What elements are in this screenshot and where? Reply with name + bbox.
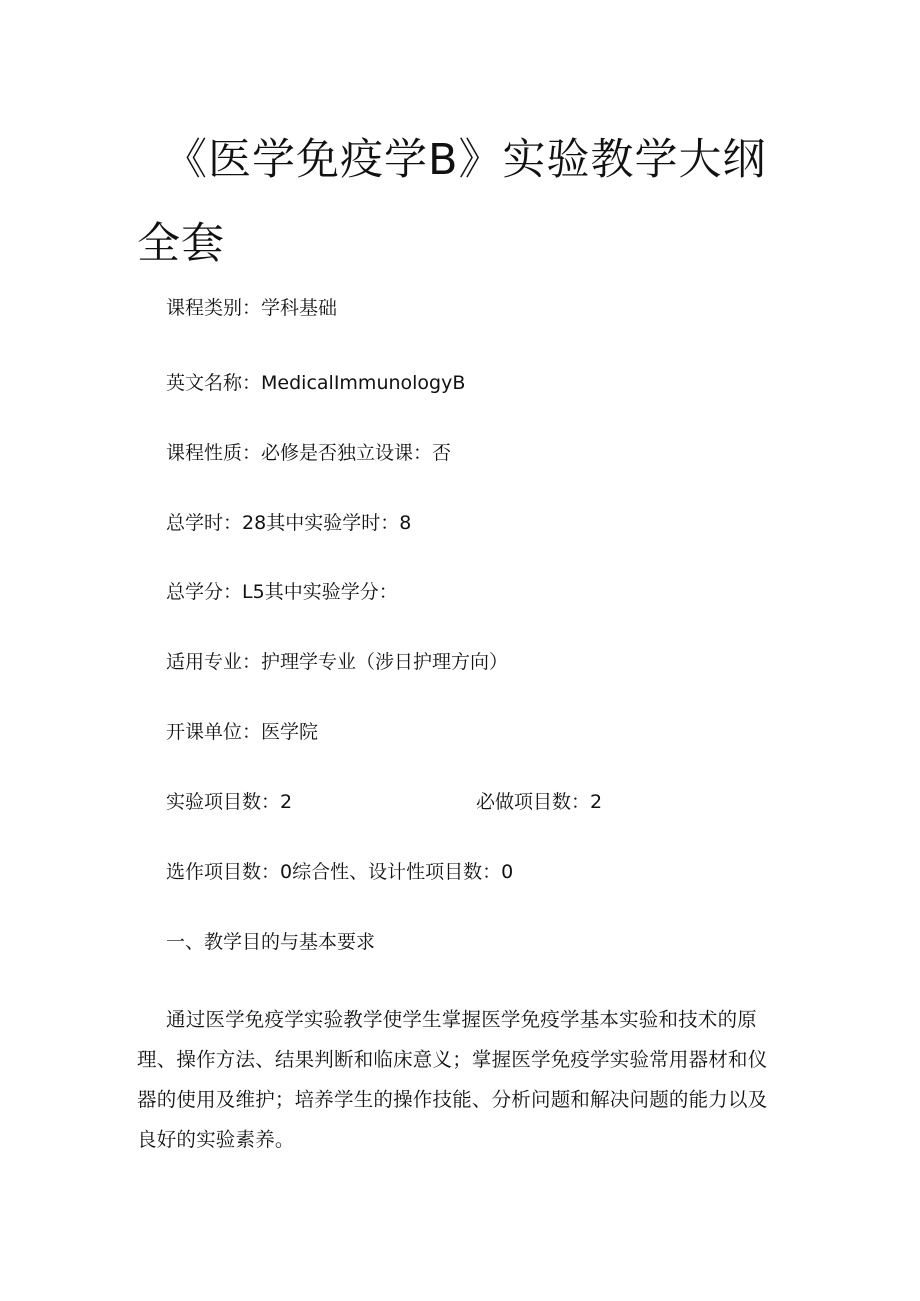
field-label: 英文名称 (166, 372, 243, 394)
field-separator: ： (261, 791, 281, 813)
field-separator: ： (242, 442, 262, 464)
field-label: 实验项目数 (166, 791, 262, 813)
field-course-category (166, 294, 337, 322)
field-label: 课程性质 (166, 442, 243, 464)
field-label: 总学时 (166, 512, 224, 534)
section-paragraph: 通过医学免疫学实验教学使学生掌握医学免疫学基本实验和技术的原理、操作方法、结果判断和临床意义；掌握医学免疫学实验常用器材和仪器的使用及维护；培养学生的操作技能、分析问题和解决问题的能力以及良好的实验素养。 (137, 1008, 768, 1151)
field-experiment-count (166, 788, 292, 816)
field-label: 选作项目数 (166, 861, 262, 883)
field-course-nature (166, 439, 451, 467)
field-value: 2 (280, 791, 293, 813)
field-separator: ： (261, 861, 281, 883)
field-separator: ： (223, 512, 243, 534)
field-separator: ： (242, 372, 262, 394)
field-label: 适用专业 (166, 651, 243, 673)
document-title: 《医学免疫学B》实验教学大纲全套 (137, 135, 767, 269)
field-label: 开课单位 (166, 721, 243, 743)
field-separator: ： (223, 581, 243, 603)
field-label: 总学分 (166, 581, 224, 603)
field-value: 28其中实验学时：8 (242, 512, 412, 534)
field-total-hours (166, 509, 411, 537)
field-value: L5其中实验学分： (242, 581, 398, 603)
field-english-name (166, 369, 465, 397)
field-value: 学科基础 (261, 297, 338, 319)
field-separator: ： (242, 651, 262, 673)
field-separator: ： (242, 297, 262, 319)
field-separator: ： (571, 791, 591, 813)
field-value: MedicalImmunologyB (261, 372, 466, 394)
field-separator: ： (242, 721, 262, 743)
field-label: 课程类别 (166, 297, 243, 319)
field-value: 2 (590, 791, 603, 813)
field-label: 必做项目数 (476, 791, 572, 813)
field-value: 医学院 (261, 721, 319, 743)
field-required-count (476, 788, 602, 816)
field-value: 必修是否独立设课：否 (261, 442, 452, 464)
field-value: 0综合性、设计性项目数：0 (280, 861, 514, 883)
field-total-credits (166, 578, 398, 606)
section-heading: 一、教学目的与基本要求 (166, 931, 376, 953)
field-applicable-major (166, 648, 508, 676)
field-offering-unit (166, 718, 318, 746)
field-value: 护理学专业（涉日护理方向） (261, 651, 509, 673)
field-elective-count (166, 858, 513, 886)
